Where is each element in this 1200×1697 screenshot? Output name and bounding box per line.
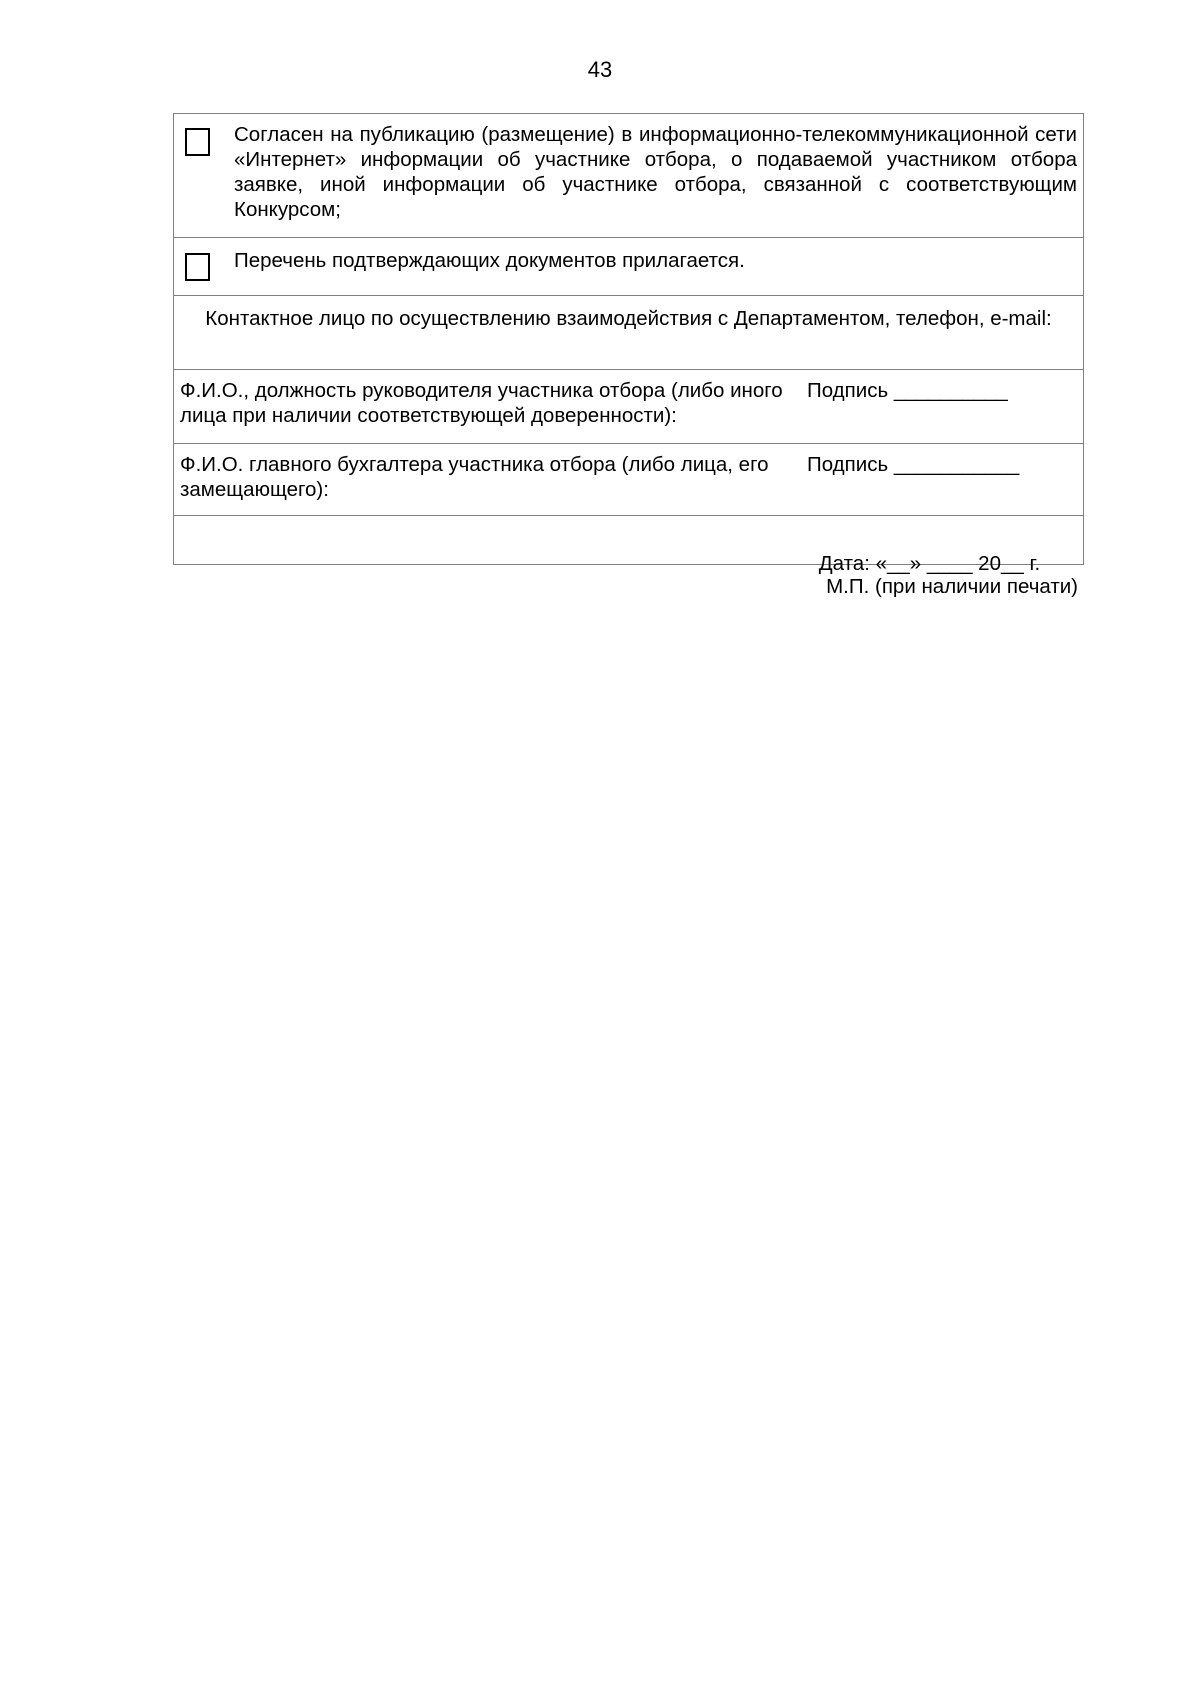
documents-attached-checkbox[interactable] [185,253,210,281]
seal-note: М.П. (при наличии печати) [826,575,1078,598]
accountant-signature-field[interactable]: Подпись ___________ [807,453,1020,476]
head-signature-row [174,370,1083,444]
consent-publication-text: Согласен на публикацию (размещение) в информационно-телекоммуникационной сети «Интернет» информации об участнике отбора, о подаваемой участником отбора заявке, иной информации об участнике отбора, связанной с соответствующим Конкурсом; [234,123,1077,221]
head-name-label: Ф.И.О., должность руководителя участника отбора (либо иного лица при наличии соответствующей доверенности): [180,379,783,427]
accountant-signature-row [174,444,1083,516]
documents-attached-text: Перечень подтверждающих документов прилагается. [234,249,745,272]
documents-attached-row [174,238,1083,296]
consent-publication-row [174,114,1083,238]
head-signature-field[interactable]: Подпись __________ [807,379,1008,402]
contact-person-label: Контактное лицо по осуществлению взаимодействия с Департаментом, телефон, e-mail: [205,307,1052,330]
accountant-name-label: Ф.И.О. главного бухгалтера участника отбора (либо лица, его замещающего): [180,453,769,501]
consent-publication-checkbox[interactable] [185,128,210,156]
contact-person-row [174,296,1083,370]
date-field[interactable]: Дата: «__» ____ 20__ г. [818,552,1041,575]
application-form-table [173,113,1084,575]
page-number: 43 [587,57,613,82]
date-row [174,516,1083,575]
